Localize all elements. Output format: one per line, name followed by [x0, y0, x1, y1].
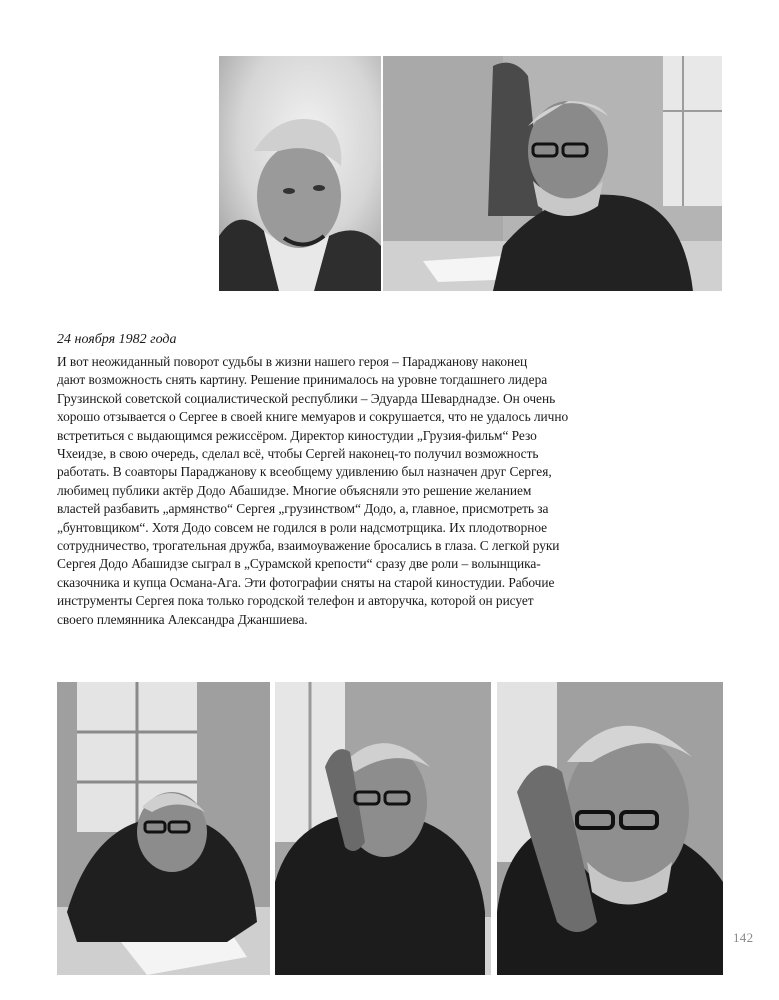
paragraph-line: инструменты Сергея пока только городской телефон и авторучка, которой он рисует — [57, 593, 534, 609]
paragraph-line: сказочника и купца Османа-Ага. Эти фотографии сняты на старой киностудии. Рабочие — [57, 574, 555, 590]
photo-phone-close-up — [497, 682, 723, 975]
photo-drawing-at-window — [57, 682, 270, 975]
paragraph-line: любимец публики актёр Додо Абашидзе. Многие объясняли это решение желанием — [57, 482, 532, 498]
paragraph-line: встретиться с выдающимся режиссёром. Директор киностудии „Грузия-фильм“ Резо — [57, 427, 537, 443]
photo-smiling-man — [219, 56, 381, 291]
paragraph-line: властей разбавить „армянство“ Сергея „грузинством“ Додо, а, главное, присмотреть за — [57, 501, 549, 517]
page-number: 142 — [733, 930, 754, 945]
paragraph-line: работать. В соавторы Параджанову к всеобщему удивлению был назначен друг Сергея, — [57, 464, 552, 480]
article-date: 24 ноября 1982 года — [57, 332, 177, 347]
paragraph-line: Грузинской советской социалистической республики – Эдуарда Шеварднадзе. Он очень — [57, 390, 556, 406]
paragraph-line: Чхеидзе, в свою очередь, сделал всё, чтобы Сергей наконец-то получил возможность — [57, 446, 539, 462]
photo-phone-medium-shot — [275, 682, 491, 975]
paragraph-line: Сергея Додо Абашидзе сыграл в „Сурамской крепости“ сразу две роли – волынщика- — [57, 556, 541, 572]
paragraph-line: своего племянника Александра Джаншиева. — [57, 611, 308, 627]
photo-man-on-phone-writing — [383, 56, 722, 291]
article-paragraph — [57, 353, 577, 629]
paragraph-line: дают возможность снять картину. Решение принималось на уровне тогдашнего лидера — [57, 372, 548, 388]
paragraph-line: „бунтовщиком“. Хотя Додо совсем не годился в роли надсмотрщика. Их плодотворное — [57, 519, 548, 535]
paragraph-line: И вот неожиданный поворот судьбы в жизни нашего героя – Параджанову наконец — [57, 354, 528, 369]
paragraph-line: хорошо отзывается о Сергее в своей книге мемуаров и сокрушается, что не удалось лично — [57, 409, 569, 425]
paragraph-line: сотрудничество, трогательная дружба, взаимоуважение бросались в глаза. С легкой руки — [57, 538, 560, 554]
